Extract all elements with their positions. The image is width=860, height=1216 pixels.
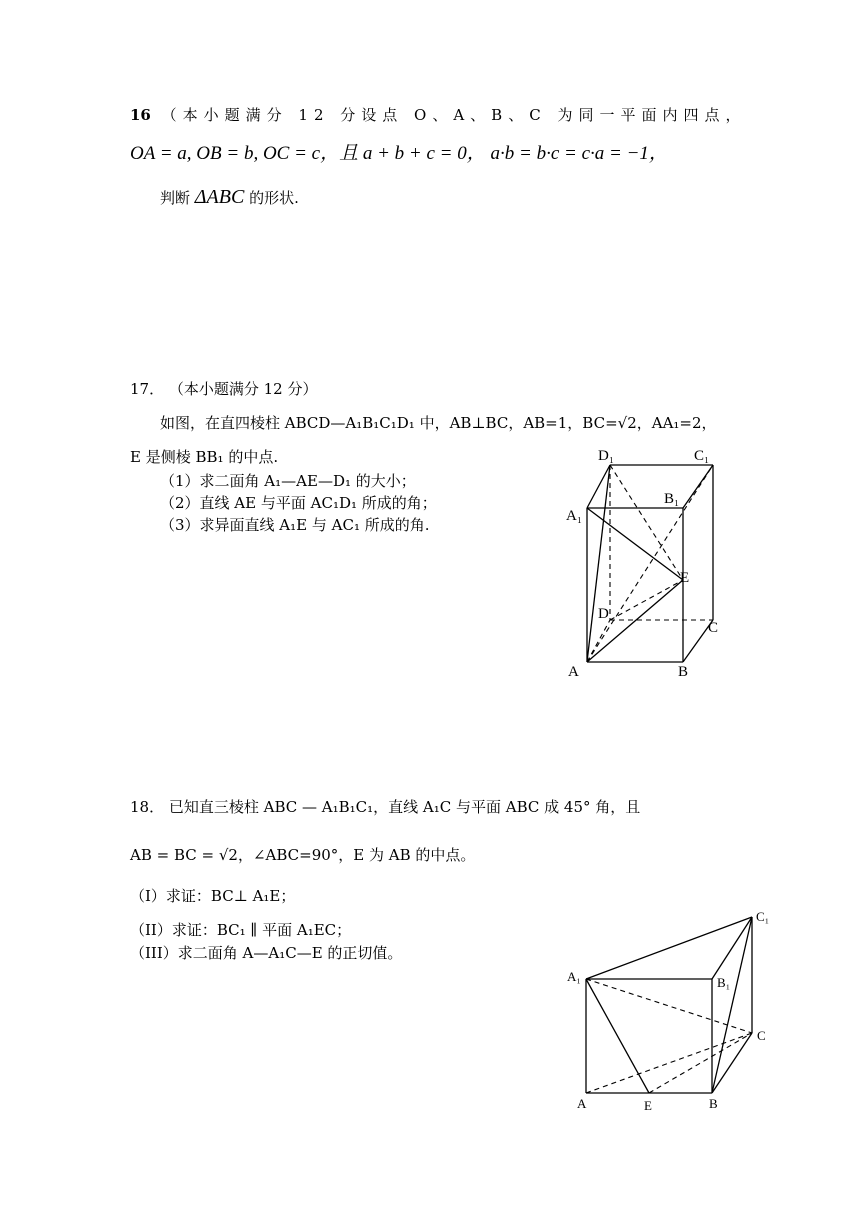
- q17-label-D1: D₁: [598, 448, 615, 464]
- q16-line3: [160, 186, 299, 209]
- q18-label-B1: B₁: [717, 975, 731, 990]
- q16-shape-label: 的形状.: [249, 189, 299, 207]
- q18-label-A1: A₁: [567, 969, 581, 984]
- q17-label-B1: B₁: [664, 491, 680, 507]
- q17-label-B: B: [678, 664, 689, 680]
- q17-intro: 如图，在直四棱柱 ABCD—A₁B₁C₁D₁ 中，AB⊥BC，AB=1，BC=√2，AA₁=2，: [160, 414, 717, 432]
- q16-formula-line: [130, 138, 668, 165]
- q17-label-C: C: [708, 620, 719, 636]
- q18-label-B: B: [709, 1096, 718, 1111]
- q17-label-A: A: [568, 664, 579, 680]
- q17-header: （本小题满分 12 分）: [168, 380, 318, 398]
- q16-number: 16: [130, 106, 151, 124]
- q16-line1: [130, 104, 746, 125]
- q18-line2: AB = BC = √2，∠ABC=90°，E 为 AB 的中点。: [130, 846, 476, 864]
- q18-label-E: E: [644, 1098, 652, 1113]
- q17-label-D: D: [598, 606, 609, 622]
- q17-intro2: E 是侧棱 BB₁ 的中点.: [130, 448, 279, 466]
- q18-number: 18．: [130, 798, 165, 816]
- q17-number: 17．: [130, 380, 165, 398]
- q18-label-C: C: [757, 1028, 766, 1043]
- q17-label-A1: A₁: [566, 508, 583, 524]
- q18-item-3: （III）求二面角 A—A₁C—E 的正切值。: [130, 944, 403, 962]
- q18-line1: [130, 796, 640, 817]
- q17-item-1: （1）求二面角 A₁—AE—D₁ 的大小；: [160, 472, 416, 490]
- q18-item-2: （II）求证：BC₁ ∥ 平面 A₁EC；: [130, 921, 352, 939]
- q18-label-C1: C₁: [756, 909, 770, 924]
- q16-triangle-formula: ΔABC: [194, 186, 245, 208]
- q17-label-E: E: [680, 570, 690, 586]
- q16-judge-label: 判断: [160, 189, 191, 207]
- q18-text: 已知直三棱柱 ABC — A₁B₁C₁，直线 A₁C 与平面 ABC 成 45° 角，且: [168, 798, 641, 816]
- q16-formula: OA = a, OB = b, OC = c，且 a + b + c = 0， a·b = b·c = c·a = −1，: [130, 143, 668, 164]
- q17-item-2: （2）直线 AE 与平面 AC₁D₁ 所成的角；: [160, 494, 437, 512]
- q18-item-1: （I）求证：BC⊥ A₁E；: [130, 887, 296, 905]
- q17-label-C1: C₁: [694, 448, 710, 464]
- q17-item-3: （3）求异面直线 A₁E 与 AC₁ 所成的角.: [160, 516, 430, 534]
- q18-prism-figure: [560, 905, 780, 1120]
- q17-prism-figure: [560, 440, 730, 685]
- q16-text: （本小题满分 12 分设点 O、A、B、C 为同一平面内四点，: [161, 106, 747, 124]
- q18-label-A: A: [577, 1096, 587, 1111]
- q17-header-line: [130, 378, 318, 399]
